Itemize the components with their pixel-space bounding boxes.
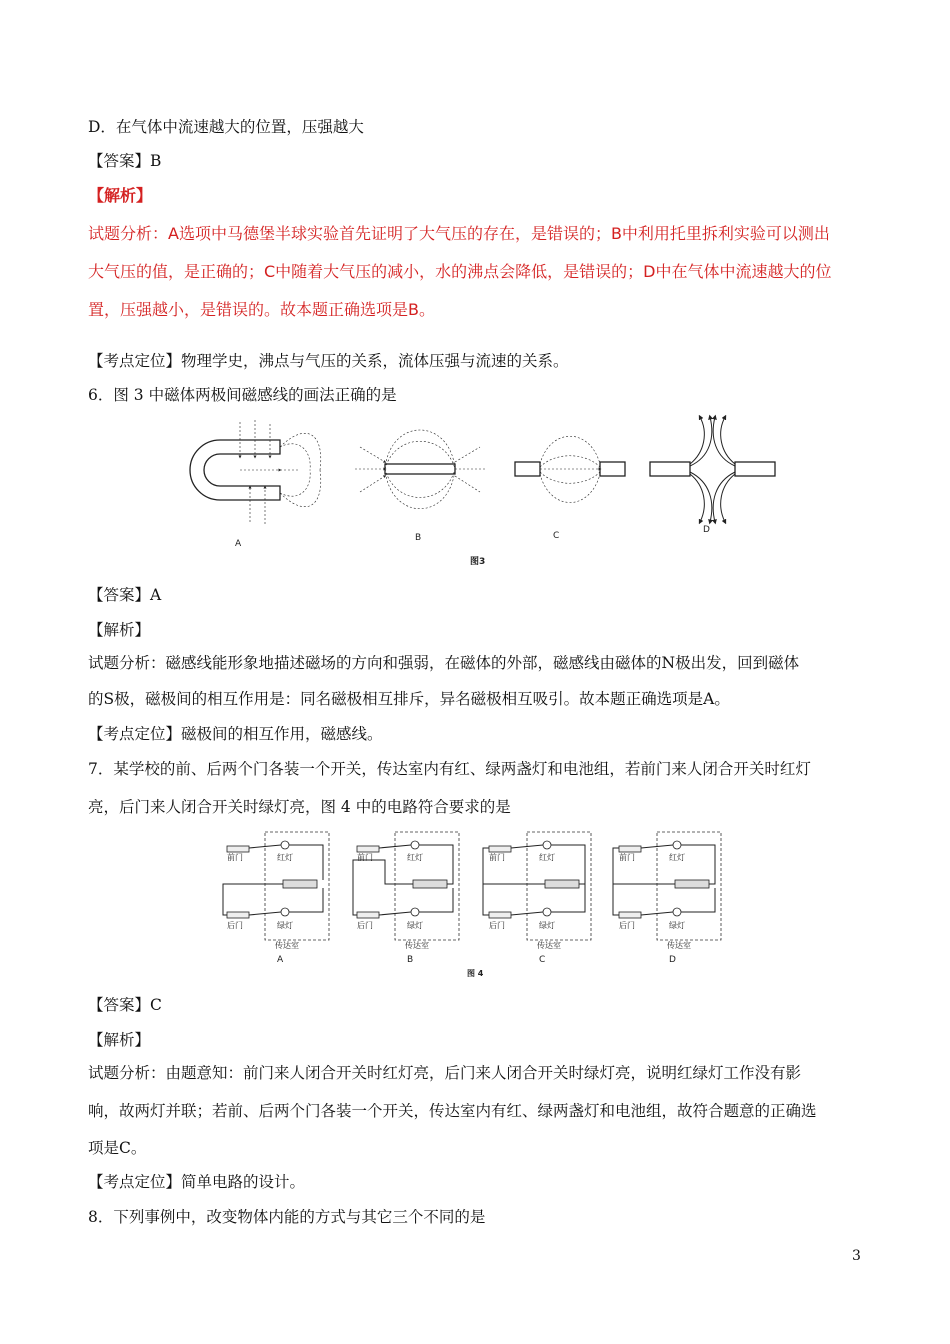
figure-3 (180, 412, 780, 572)
fig4-d-label: D (669, 955, 676, 965)
q5-analysis-line2: 大气压的值，是正确的；C中随着大气压的减小，水的沸点会降低，是错误的；D中在气体中流速越大的位 (88, 262, 832, 281)
option-d: D．在气体中流速越大的位置，压强越大 (88, 118, 364, 136)
q6-answer: 【答案】A (88, 586, 162, 604)
fig4-panel-d (613, 832, 721, 965)
q5-kaodian: 【考点定位】物理学史，沸点与气压的关系，流体压强与流速的关系。 (88, 352, 569, 370)
fig4-d-red: 红灯 (669, 853, 685, 862)
fig3-option-d-diagram (650, 417, 775, 535)
fig4-d-back: 后门 (619, 921, 635, 930)
fig4-c-back: 后门 (489, 921, 505, 930)
fig4-d-room: 传达室 (667, 941, 691, 950)
q6-analysis-label: 【解析】 (88, 621, 151, 639)
q7-kaodian: 【考点定位】简单电路的设计。 (88, 1173, 306, 1191)
fig4-c-label: C (539, 955, 546, 965)
fig4-d-green: 绿灯 (669, 921, 685, 930)
q5-analysis-label: 【解析】 (88, 186, 153, 205)
fig4-caption: 图 4 (467, 969, 484, 978)
q7-analysis-label: 【解析】 (88, 1031, 151, 1049)
q8-question: 8．下列事例中，改变物体内能的方式与其它三个不同的是 (88, 1208, 486, 1226)
fig4-c-green: 绿灯 (539, 921, 555, 930)
q6-question: 6．图 3 中磁体两极间磁感线的画法正确的是 (88, 386, 397, 404)
q5-answer: 【答案】B (88, 152, 162, 170)
q5-analysis-line1: 试题分析：A选项中马德堡半球实验首先证明了大气压的存在，是错误的；B中利用托里拆利实验可以测出 (88, 224, 830, 243)
q7-question-line2: 亮，后门来人闭合开关时绿灯亮，图 4 中的电路符合要求的是 (88, 798, 511, 816)
fig4-a-room: 传达室 (275, 941, 299, 950)
fig4-b-room: 传达室 (405, 941, 429, 950)
fig3-label-d: D (703, 525, 710, 535)
q7-analysis-line2: 响，故两灯并联；若前、后两个门各装一个开关，传达室内有红、绿两盏灯和电池组，故符合题意的正确选 (88, 1102, 817, 1120)
fig4-b-red: 红灯 (407, 853, 423, 862)
q5-analysis-line3: 置，压强越小，是错误的。故本题正确选项是B。 (88, 300, 435, 319)
fig3-label-a: A (235, 539, 242, 549)
fig4-b-back: 后门 (357, 921, 373, 930)
fig4-panel-c (483, 832, 591, 965)
fig4-d-front: 前门 (619, 853, 635, 862)
fig4-b-front: 前门 (357, 853, 373, 862)
fig4-panel-b (353, 832, 459, 965)
fig4-a-green: 绿灯 (277, 921, 293, 930)
fig3-caption: 图3 (470, 557, 486, 567)
fig4-b-label: B (407, 955, 414, 965)
fig4-panel-a (223, 832, 329, 965)
page-number: 3 (852, 1248, 861, 1264)
q7-analysis-line3: 项是C。 (88, 1139, 147, 1157)
q6-analysis-line2: 的S极，磁极间的相互作用是：同名磁极相互排斥，异名磁极相互吸引。故本题正确选项是A。 (88, 690, 730, 708)
q7-question-line1: 7．某学校的前、后两个门各装一个开关，传达室内有红、绿两盏灯和电池组，若前门来人闭合开关时红灯 (88, 760, 811, 778)
fig3-label-c: C (553, 531, 560, 541)
figure-4 (215, 830, 735, 980)
fig4-a-front: 前门 (227, 853, 243, 862)
fig4-c-front: 前门 (489, 853, 505, 862)
fig3-label-b: B (415, 533, 422, 543)
fig4-c-red: 红灯 (539, 853, 555, 862)
fig4-c-room: 传达室 (537, 941, 561, 950)
fig3-option-c-diagram (515, 436, 625, 541)
fig4-a-label: A (277, 955, 284, 965)
q6-analysis-line1: 试题分析：磁感线能形象地描述磁场的方向和强弱，在磁体的外部，磁感线由磁体的N极出发，回到磁体 (88, 654, 800, 672)
fig3-option-a-diagram (190, 420, 321, 549)
q6-kaodian: 【考点定位】磁极间的相互作用，磁感线。 (88, 725, 383, 743)
q7-answer: 【答案】C (88, 996, 162, 1014)
q7-analysis-line1: 试题分析：由题意知：前门来人闭合开关时红灯亮，后门来人闭合开关时绿灯亮，说明红绿灯工作没有影 (88, 1064, 802, 1082)
fig3-option-b-diagram (355, 430, 485, 543)
fig4-a-back: 后门 (227, 921, 243, 930)
fig4-b-green: 绿灯 (407, 921, 423, 930)
fig4-a-red: 红灯 (277, 853, 293, 862)
